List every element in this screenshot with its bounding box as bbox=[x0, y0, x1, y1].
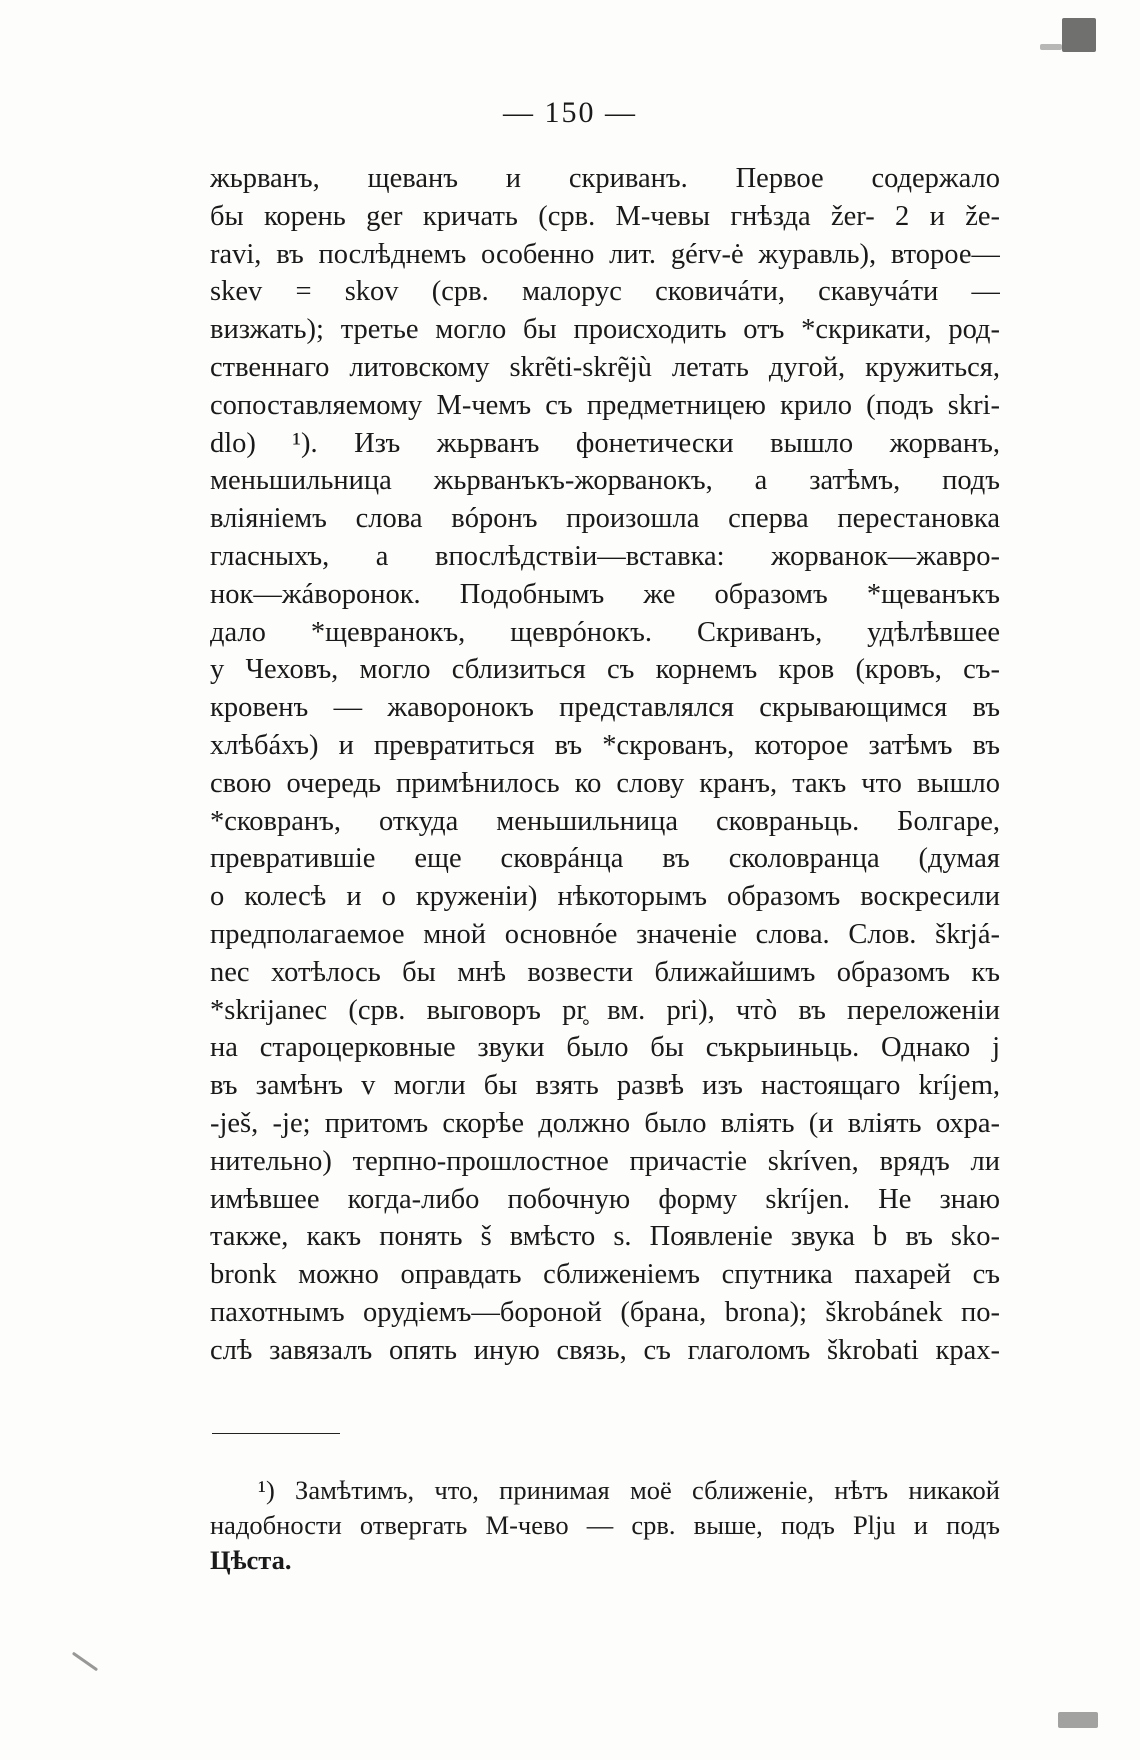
page-number: — 150 — bbox=[503, 96, 637, 129]
text-line: превратившіе еще сковрáнца въ сколовранца (думая bbox=[210, 843, 1000, 875]
text-line: вліяніемъ слова вóронъ произошла сперва перестановка bbox=[210, 503, 1000, 535]
scan-artifact-bottom-right bbox=[1058, 1712, 1098, 1728]
text-line: нок—жáворонок. Подобнымъ же образомъ *щеванъкъ bbox=[210, 578, 1000, 610]
text-line: въ замѣнъ v могли бы взять развѣ изъ настоящаго kríjem, bbox=[210, 1070, 1000, 1102]
text-line: dlo) ¹). Изъ жьрванъ фонетически вышло жорванъ, bbox=[210, 427, 1000, 459]
text-line: дало *щевранокъ, щеврóнокъ. Скриванъ, удѣлѣвшее bbox=[210, 616, 1000, 648]
text-line: жьрванъ, щеванъ и скриванъ. Первое содержало bbox=[210, 163, 1000, 194]
text-line: *сковранъ, откуда меньшильница сковраньць. Болгаре, bbox=[210, 805, 1000, 837]
text-line: у Чеховъ, могло сблизиться съ корнемъ кров (кровъ, съ- bbox=[210, 654, 1000, 686]
footnote-line: ¹) Замѣтимъ, что, принимая моё сближеніе, нѣтъ никакой bbox=[258, 1475, 1000, 1505]
text-line: *skrijanec (срв. выговоръ pr̥ вм. pri), чтò въ переложеніи bbox=[210, 994, 1000, 1026]
text-line: хлѣбáхъ) и превратиться въ *скрованъ, которое затѣмъ въ bbox=[210, 729, 1000, 761]
text-line: на староцерковные звуки было бы съкрыиньць. Однако j bbox=[210, 1032, 1000, 1064]
text-line: skev = skov (срв. малорус сковичáти, скавучáти — bbox=[210, 276, 1000, 308]
footnote-line: надобности отвергать М-чево — срв. выше, подъ Plju и подъ bbox=[210, 1510, 1000, 1540]
text-line: -ješ, -je; притомъ скорѣе должно было вліять (и вліять охра- bbox=[210, 1107, 1000, 1139]
text-line: пахотнымъ орудіемъ—бороной (брана, brona); škrobánek по- bbox=[210, 1296, 1000, 1328]
main-text bbox=[210, 160, 1000, 1370]
text-line: меньшильница жьрванъкъ-жорванокъ, а затѣмъ, подъ bbox=[210, 465, 1000, 497]
text-line: о колесѣ и о круженіи) нѣкоторымъ образомъ воскресили bbox=[210, 881, 1000, 913]
text-line: визжать); третье могло бы происходить отъ *скрикати, род- bbox=[210, 314, 1000, 346]
text-line: свою очередь примѣнилось ко слову кранъ, такъ что вышло bbox=[210, 767, 1000, 799]
text-line: bronk можно оправдать сближеніемъ спутника пахарей съ bbox=[210, 1259, 1000, 1291]
text-line: гласныхъ, а впослѣдствіи—вставка: жорванок—жавро- bbox=[210, 540, 1000, 572]
footnote bbox=[210, 1473, 1000, 1578]
text-line: имѣвшее когда-либо побочную форму skríjen. Не знаю bbox=[210, 1183, 1000, 1215]
text-line: nec хотѣлось бы мнѣ возвести ближайшимъ образомъ къ bbox=[210, 956, 1000, 988]
text-line: сопоставляемому М-чемъ съ предметницею крило (подъ skri- bbox=[210, 389, 1000, 421]
footnote-line: Цѣста. bbox=[210, 1545, 292, 1575]
text-line: ravi, въ послѣднемъ особенно лит. gérv-ė журавль), второе— bbox=[210, 238, 1000, 270]
text-line: слѣ завязалъ опять иную связь, съ глаголомъ škrobati крах- bbox=[210, 1334, 1000, 1366]
text-line: нительно) терпно-прошлостное причастіе skríven, врядъ ли bbox=[210, 1145, 1000, 1177]
scan-artifact-top-right bbox=[1062, 18, 1096, 52]
text-line: ственнаго литовскому skrẽti-skrẽjù летать дугой, кружиться, bbox=[210, 351, 1000, 383]
text-line: кровенъ — жаворонокъ представлялся скрывающимся въ bbox=[210, 692, 1000, 724]
footnote-divider bbox=[212, 1433, 340, 1434]
text-line: также, какъ понять š вмѣсто s. Появленіе звука b въ sko- bbox=[210, 1221, 1000, 1253]
text-line: предполагаемое мной основнóе значеніе слова. Слов. škrjá- bbox=[210, 918, 1000, 950]
scan-artifact-bottom-left bbox=[72, 1652, 98, 1672]
scan-artifact-top-right-specks bbox=[1040, 44, 1062, 50]
text-line: бы корень ger кричать (срв. М-чевы гнѣзда žer- 2 и že- bbox=[210, 200, 1000, 232]
